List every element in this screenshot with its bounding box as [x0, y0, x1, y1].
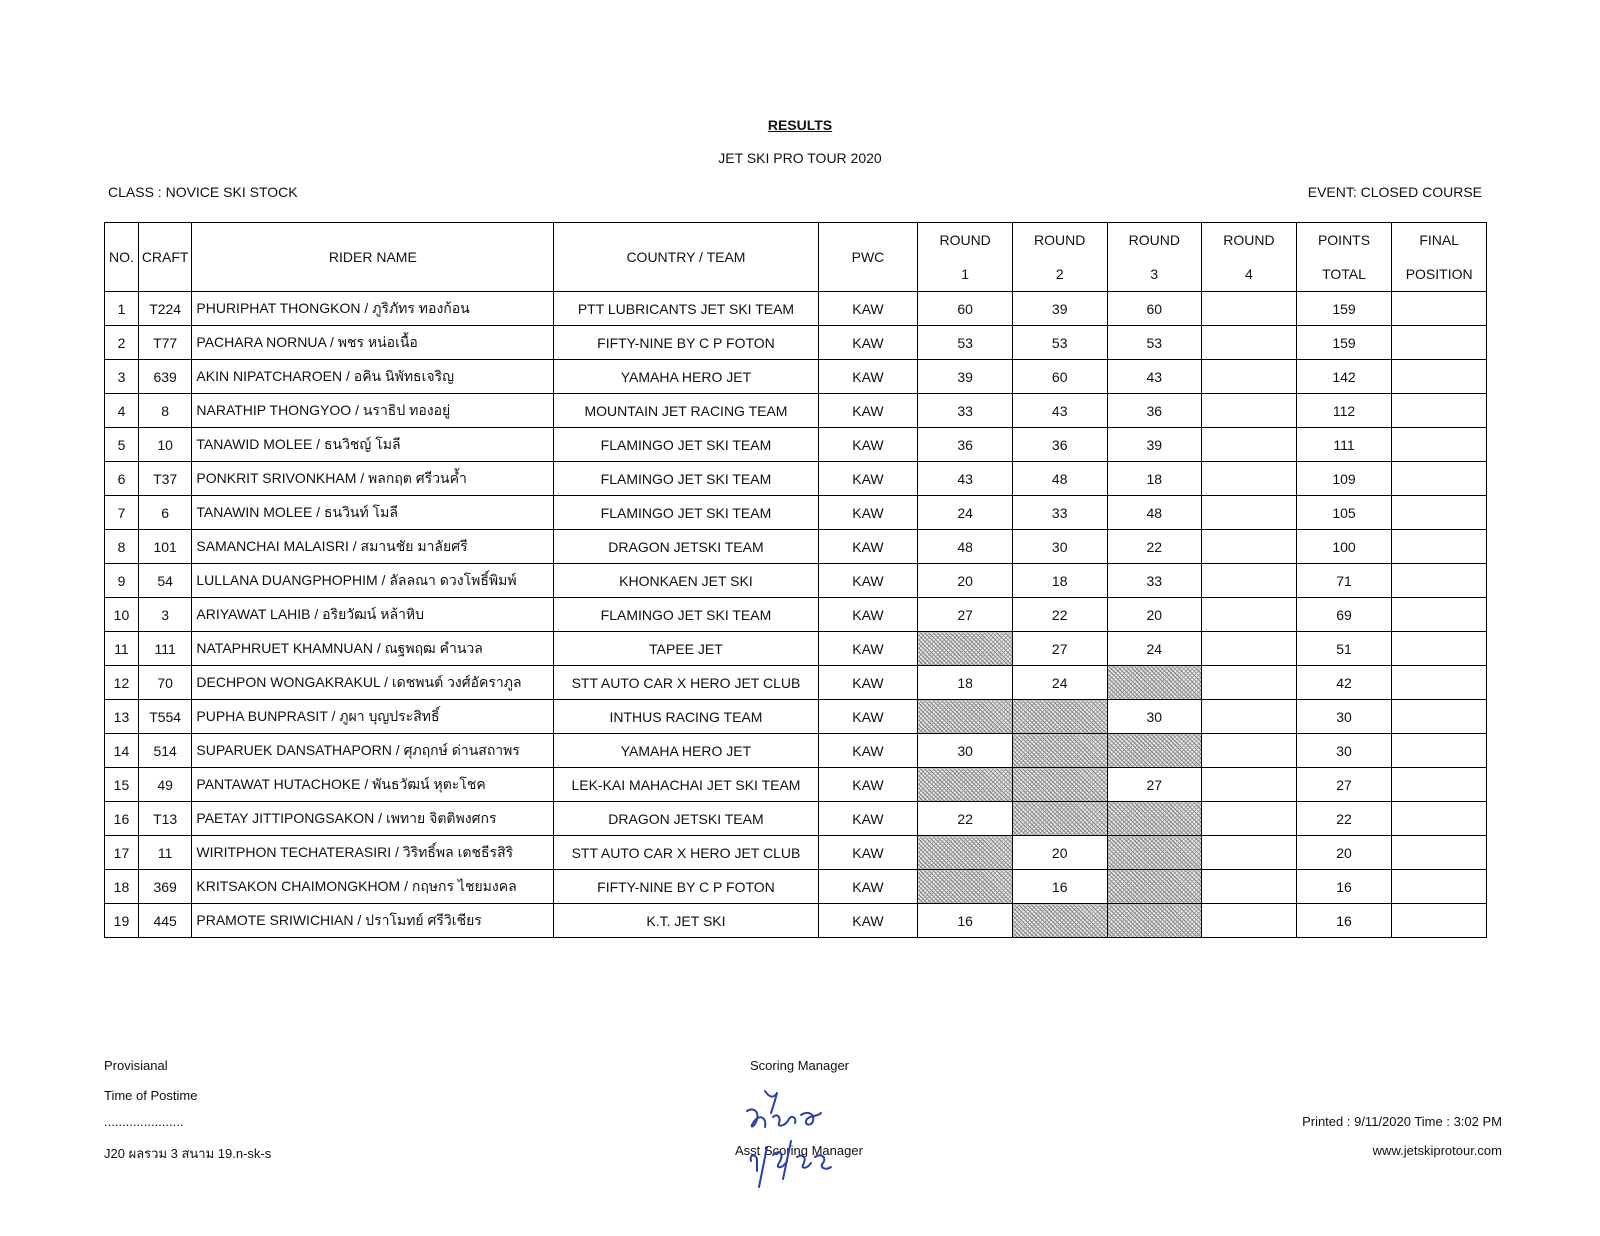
round2-cell: 24: [1012, 666, 1107, 700]
craft-cell: 49: [138, 768, 191, 802]
round4-cell: [1202, 530, 1297, 564]
table-row: [105, 632, 1487, 666]
craft-cell: 70: [138, 666, 191, 700]
round3-cell: 43: [1107, 360, 1202, 394]
final-position-cell: [1392, 734, 1487, 768]
final-position-cell: [1392, 904, 1487, 938]
col-header-rider: RIDER NAME: [192, 223, 554, 292]
col-header-no: NO.: [105, 223, 139, 292]
round1-cell: 30: [918, 734, 1013, 768]
round4-label: ROUND: [1223, 232, 1275, 248]
team-cell: FLAMINGO JET SKI TEAM: [554, 428, 818, 462]
table-row: [105, 326, 1487, 360]
round2-cell: 53: [1012, 326, 1107, 360]
craft-cell: 111: [138, 632, 191, 666]
round2-cell: 60: [1012, 360, 1107, 394]
final-position-cell: [1392, 666, 1487, 700]
team-cell: DRAGON JETSKI TEAM: [554, 802, 818, 836]
craft-cell: 3: [138, 598, 191, 632]
round3-cell: 24: [1107, 632, 1202, 666]
round1-cell: 60: [918, 292, 1013, 326]
round4-cell: [1202, 394, 1297, 428]
rider-name-cell: LULLANA DUANGPHOPHIM / ลัลลณา ดวงโพธิ์พิมพ์: [192, 564, 554, 598]
rank-cell: 7: [105, 496, 139, 530]
pwc-cell: KAW: [818, 360, 918, 394]
rank-cell: 14: [105, 734, 139, 768]
round3-cell: [1107, 904, 1202, 938]
round1-cell: [918, 836, 1013, 870]
rank-cell: 1: [105, 292, 139, 326]
rider-name-cell: NATAPHRUET KHAMNUAN / ณฐพฤฒ คำนวล: [192, 632, 554, 666]
table-row: [105, 870, 1487, 904]
rider-name-cell: PACHARA NORNUA / พชร หน่อเนื้อ: [192, 326, 554, 360]
round1-cell: 48: [918, 530, 1013, 564]
round4-cell: [1202, 292, 1297, 326]
pwc-cell: KAW: [818, 734, 918, 768]
final-position-cell: [1392, 870, 1487, 904]
round2-cell: 27: [1012, 632, 1107, 666]
round1-label: ROUND: [939, 232, 991, 248]
col-header-round3: [1107, 223, 1202, 292]
craft-cell: 11: [138, 836, 191, 870]
team-cell: TAPEE JET: [554, 632, 818, 666]
round1-cell: 22: [918, 802, 1013, 836]
round3-label: ROUND: [1128, 232, 1180, 248]
pwc-cell: KAW: [818, 428, 918, 462]
team-cell: MOUNTAIN JET RACING TEAM: [554, 394, 818, 428]
points-total-cell: 27: [1296, 768, 1392, 802]
craft-cell: T77: [138, 326, 191, 360]
table-row: [105, 666, 1487, 700]
team-cell: FIFTY-NINE BY C P FOTON: [554, 326, 818, 360]
team-cell: DRAGON JETSKI TEAM: [554, 530, 818, 564]
table-row: [105, 462, 1487, 496]
round1-cell: [918, 700, 1013, 734]
round2-number: 2: [1055, 266, 1064, 282]
results-table: [104, 222, 1487, 938]
time-of-postime-label: Time of Postime: [104, 1088, 198, 1103]
rider-name-cell: AKIN NIPATCHAROEN / อคิน นิพัทธเจริญ: [192, 360, 554, 394]
craft-cell: 445: [138, 904, 191, 938]
pwc-cell: KAW: [818, 292, 918, 326]
round4-cell: [1202, 666, 1297, 700]
team-cell: STT AUTO CAR X HERO JET CLUB: [554, 836, 818, 870]
col-header-final-position: [1392, 223, 1487, 292]
final-position-cell: [1392, 428, 1487, 462]
rank-cell: 4: [105, 394, 139, 428]
header-row: [105, 223, 1487, 292]
col-header-team: COUNTRY / TEAM: [554, 223, 818, 292]
round1-cell: [918, 632, 1013, 666]
final-position-cell: [1392, 802, 1487, 836]
round3-cell: 60: [1107, 292, 1202, 326]
round3-cell: 33: [1107, 564, 1202, 598]
table-row: [105, 836, 1487, 870]
team-cell: KHONKAEN JET SKI: [554, 564, 818, 598]
final-label: FINAL: [1419, 232, 1459, 248]
final-position-cell: [1392, 530, 1487, 564]
team-cell: PTT LUBRICANTS JET SKI TEAM: [554, 292, 818, 326]
round4-cell: [1202, 632, 1297, 666]
round4-cell: [1202, 360, 1297, 394]
round1-cell: 20: [918, 564, 1013, 598]
round4-cell: [1202, 870, 1297, 904]
round4-cell: [1202, 564, 1297, 598]
rider-name-cell: PONKRIT SRIVONKHAM / พลกฤต ศรีวนค้ำ: [192, 462, 554, 496]
pwc-cell: KAW: [818, 394, 918, 428]
pwc-cell: KAW: [818, 666, 918, 700]
pwc-cell: KAW: [818, 904, 918, 938]
rank-cell: 12: [105, 666, 139, 700]
handwritten-signature: [745, 1083, 860, 1198]
points-total-cell: 109: [1296, 462, 1392, 496]
rank-cell: 15: [105, 768, 139, 802]
round2-cell: 39: [1012, 292, 1107, 326]
craft-cell: 6: [138, 496, 191, 530]
rider-name-cell: PANTAWAT HUTACHOKE / พันธวัฒน์ หุตะโชค: [192, 768, 554, 802]
points-total-cell: 112: [1296, 394, 1392, 428]
round3-cell: [1107, 870, 1202, 904]
rank-cell: 5: [105, 428, 139, 462]
col-header-points-total: [1296, 223, 1392, 292]
points-total-cell: 42: [1296, 666, 1392, 700]
round2-cell: [1012, 768, 1107, 802]
craft-cell: T224: [138, 292, 191, 326]
rank-cell: 10: [105, 598, 139, 632]
round2-cell: 36: [1012, 428, 1107, 462]
rider-name-cell: PHURIPHAT THONGKON / ภูริภัทร ทองก้อน: [192, 292, 554, 326]
final-position-cell: [1392, 564, 1487, 598]
points-total-cell: 105: [1296, 496, 1392, 530]
points-label: POINTS: [1317, 232, 1371, 248]
points-total-cell: 100: [1296, 530, 1392, 564]
round4-cell: [1202, 904, 1297, 938]
round3-cell: [1107, 802, 1202, 836]
table-row: [105, 428, 1487, 462]
round1-number: 1: [961, 266, 970, 282]
points-total-cell: 159: [1296, 326, 1392, 360]
craft-cell: 101: [138, 530, 191, 564]
rider-name-cell: PAETAY JITTIPONGSAKON / เพทาย จิตติพงศกร: [192, 802, 554, 836]
team-cell: FLAMINGO JET SKI TEAM: [554, 462, 818, 496]
points-total-cell: 30: [1296, 734, 1392, 768]
rider-name-cell: WIRITPHON TECHATERASIRI / วิริทธิ์พล เตชธีรสิริ: [192, 836, 554, 870]
round1-cell: 36: [918, 428, 1013, 462]
table-row: [105, 292, 1487, 326]
round4-cell: [1202, 700, 1297, 734]
col-header-round2: [1012, 223, 1107, 292]
table-row: [105, 598, 1487, 632]
rider-name-cell: DECHPON WONGAKRAKUL / เดชพนต์ วงศ์อัคราภูล: [192, 666, 554, 700]
rider-name-cell: SUPARUEK DANSATHAPORN / ศุภฤกษ์ ด่านสถาพร: [192, 734, 554, 768]
team-cell: FLAMINGO JET SKI TEAM: [554, 496, 818, 530]
round1-cell: 33: [918, 394, 1013, 428]
rider-name-cell: TANAWID MOLEE / ธนวิชญ์ โมลี: [192, 428, 554, 462]
points-total-cell: 69: [1296, 598, 1392, 632]
table-row: [105, 360, 1487, 394]
total-label: TOTAL: [1322, 266, 1366, 282]
rank-cell: 18: [105, 870, 139, 904]
rank-cell: 2: [105, 326, 139, 360]
final-position-cell: [1392, 360, 1487, 394]
team-cell: STT AUTO CAR X HERO JET CLUB: [554, 666, 818, 700]
team-cell: YAMAHA HERO JET: [554, 360, 818, 394]
rank-cell: 3: [105, 360, 139, 394]
team-cell: FIFTY-NINE BY C P FOTON: [554, 870, 818, 904]
final-position-cell: [1392, 462, 1487, 496]
rider-name-cell: PRAMOTE SRIWICHIAN / ปราโมทย์ ศรีวิเชียร: [192, 904, 554, 938]
position-label: POSITION: [1405, 266, 1473, 282]
craft-cell: 8: [138, 394, 191, 428]
file-reference: J20 ผลรวม 3 สนาม 19.n-sk-s: [104, 1146, 272, 1161]
team-cell: K.T. JET SKI: [554, 904, 818, 938]
round2-cell: [1012, 734, 1107, 768]
event-label: EVENT: CLOSED COURSE: [1307, 184, 1482, 200]
final-position-cell: [1392, 700, 1487, 734]
table-row: [105, 904, 1487, 938]
rider-name-cell: SAMANCHAI MALAISRI / สมานชัย มาลัยศรี: [192, 530, 554, 564]
round3-cell: 20: [1107, 598, 1202, 632]
round2-label: ROUND: [1034, 232, 1086, 248]
rider-name-cell: PUPHA BUNPRASIT / ภูผา บุญประสิทธิ์: [192, 700, 554, 734]
points-total-cell: 111: [1296, 428, 1392, 462]
col-header-pwc: PWC: [818, 223, 918, 292]
table-row: [105, 768, 1487, 802]
round3-cell: 39: [1107, 428, 1202, 462]
round4-cell: [1202, 326, 1297, 360]
round4-cell: [1202, 734, 1297, 768]
rider-name-cell: TANAWIN MOLEE / ธนวินท์ โมลี: [192, 496, 554, 530]
final-position-cell: [1392, 632, 1487, 666]
round1-cell: [918, 768, 1013, 802]
website-url: www.jetskiprotour.com: [1372, 1143, 1502, 1158]
round2-cell: [1012, 700, 1107, 734]
craft-cell: T37: [138, 462, 191, 496]
round2-cell: 16: [1012, 870, 1107, 904]
final-position-cell: [1392, 394, 1487, 428]
final-position-cell: [1392, 326, 1487, 360]
points-total-cell: 142: [1296, 360, 1392, 394]
table-row: [105, 394, 1487, 428]
craft-cell: T13: [138, 802, 191, 836]
team-cell: INTHUS RACING TEAM: [554, 700, 818, 734]
rank-cell: 19: [105, 904, 139, 938]
event-subtitle: JET SKI PRO TOUR 2020: [718, 150, 882, 166]
craft-cell: 514: [138, 734, 191, 768]
pwc-cell: KAW: [818, 700, 918, 734]
team-cell: LEK-KAI MAHACHAI JET SKI TEAM: [554, 768, 818, 802]
results-title: RESULTS: [767, 117, 833, 133]
round3-number: 3: [1150, 266, 1159, 282]
round2-cell: [1012, 802, 1107, 836]
final-position-cell: [1392, 598, 1487, 632]
pwc-cell: KAW: [818, 326, 918, 360]
round2-cell: [1012, 904, 1107, 938]
round2-cell: 48: [1012, 462, 1107, 496]
round3-cell: 27: [1107, 768, 1202, 802]
rider-name-cell: NARATHIP THONGYOO / นราธิป ทองอยู่: [192, 394, 554, 428]
round3-cell: 22: [1107, 530, 1202, 564]
round4-number: 4: [1245, 266, 1253, 282]
round4-cell: [1202, 802, 1297, 836]
round3-cell: [1107, 836, 1202, 870]
pwc-cell: KAW: [818, 836, 918, 870]
round3-cell: 30: [1107, 700, 1202, 734]
round1-cell: 53: [918, 326, 1013, 360]
round2-cell: 22: [1012, 598, 1107, 632]
table-row: [105, 496, 1487, 530]
points-total-cell: 30: [1296, 700, 1392, 734]
round1-cell: [918, 870, 1013, 904]
craft-cell: T554: [138, 700, 191, 734]
table-row: [105, 802, 1487, 836]
table-row: [105, 700, 1487, 734]
table-row: [105, 734, 1487, 768]
round3-cell: 53: [1107, 326, 1202, 360]
round3-cell: 18: [1107, 462, 1202, 496]
pwc-cell: KAW: [818, 462, 918, 496]
pwc-cell: KAW: [818, 530, 918, 564]
pwc-cell: KAW: [818, 768, 918, 802]
rank-cell: 8: [105, 530, 139, 564]
pwc-cell: KAW: [818, 496, 918, 530]
rank-cell: 6: [105, 462, 139, 496]
round1-cell: 24: [918, 496, 1013, 530]
table-row: [105, 564, 1487, 598]
table-row: [105, 530, 1487, 564]
round2-cell: 18: [1012, 564, 1107, 598]
craft-cell: 10: [138, 428, 191, 462]
asst-scoring-manager-label: Asst Scoring Manager: [735, 1143, 863, 1158]
round2-cell: 20: [1012, 836, 1107, 870]
rider-name-cell: KRITSAKON CHAIMONGKHOM / กฤษกร ไชยมงคล: [192, 870, 554, 904]
pwc-cell: KAW: [818, 598, 918, 632]
col-header-craft: CRAFT: [138, 223, 191, 292]
final-position-cell: [1392, 836, 1487, 870]
round3-cell: [1107, 666, 1202, 700]
round1-cell: 27: [918, 598, 1013, 632]
rank-cell: 9: [105, 564, 139, 598]
round2-cell: 30: [1012, 530, 1107, 564]
round4-cell: [1202, 496, 1297, 530]
points-total-cell: 16: [1296, 904, 1392, 938]
round2-cell: 33: [1012, 496, 1107, 530]
round1-cell: 39: [918, 360, 1013, 394]
scoring-manager-label: Scoring Manager: [750, 1058, 849, 1073]
points-total-cell: 51: [1296, 632, 1392, 666]
round1-cell: 43: [918, 462, 1013, 496]
points-total-cell: 22: [1296, 802, 1392, 836]
provisional-label: Provisianal: [104, 1058, 168, 1073]
points-total-cell: 71: [1296, 564, 1392, 598]
pwc-cell: KAW: [818, 870, 918, 904]
round4-cell: [1202, 768, 1297, 802]
points-total-cell: 159: [1296, 292, 1392, 326]
printed-timestamp: Printed : 9/11/2020 Time : 3:02 PM: [1302, 1114, 1502, 1129]
round1-cell: 16: [918, 904, 1013, 938]
round2-cell: 43: [1012, 394, 1107, 428]
pwc-cell: KAW: [818, 632, 918, 666]
craft-cell: 54: [138, 564, 191, 598]
round4-cell: [1202, 462, 1297, 496]
round4-cell: [1202, 836, 1297, 870]
final-position-cell: [1392, 292, 1487, 326]
round3-cell: 48: [1107, 496, 1202, 530]
pwc-cell: KAW: [818, 564, 918, 598]
craft-cell: 369: [138, 870, 191, 904]
round1-cell: 18: [918, 666, 1013, 700]
rank-cell: 16: [105, 802, 139, 836]
rank-cell: 13: [105, 700, 139, 734]
points-total-cell: 16: [1296, 870, 1392, 904]
team-cell: FLAMINGO JET SKI TEAM: [554, 598, 818, 632]
class-label: CLASS : NOVICE SKI STOCK: [108, 184, 298, 200]
results-body: [105, 292, 1487, 938]
round4-cell: [1202, 598, 1297, 632]
final-position-cell: [1392, 496, 1487, 530]
points-total-cell: 20: [1296, 836, 1392, 870]
craft-cell: 639: [138, 360, 191, 394]
final-position-cell: [1392, 768, 1487, 802]
col-header-round1: [918, 223, 1013, 292]
rider-name-cell: ARIYAWAT LAHIB / อริยวัฒน์ หล้าหิบ: [192, 598, 554, 632]
round3-cell: 36: [1107, 394, 1202, 428]
round4-cell: [1202, 428, 1297, 462]
pwc-cell: KAW: [818, 802, 918, 836]
postime-dots: ......................: [104, 1114, 184, 1129]
round3-cell: [1107, 734, 1202, 768]
col-header-round4: [1202, 223, 1297, 292]
rank-cell: 17: [105, 836, 139, 870]
team-cell: YAMAHA HERO JET: [554, 734, 818, 768]
rank-cell: 11: [105, 632, 139, 666]
